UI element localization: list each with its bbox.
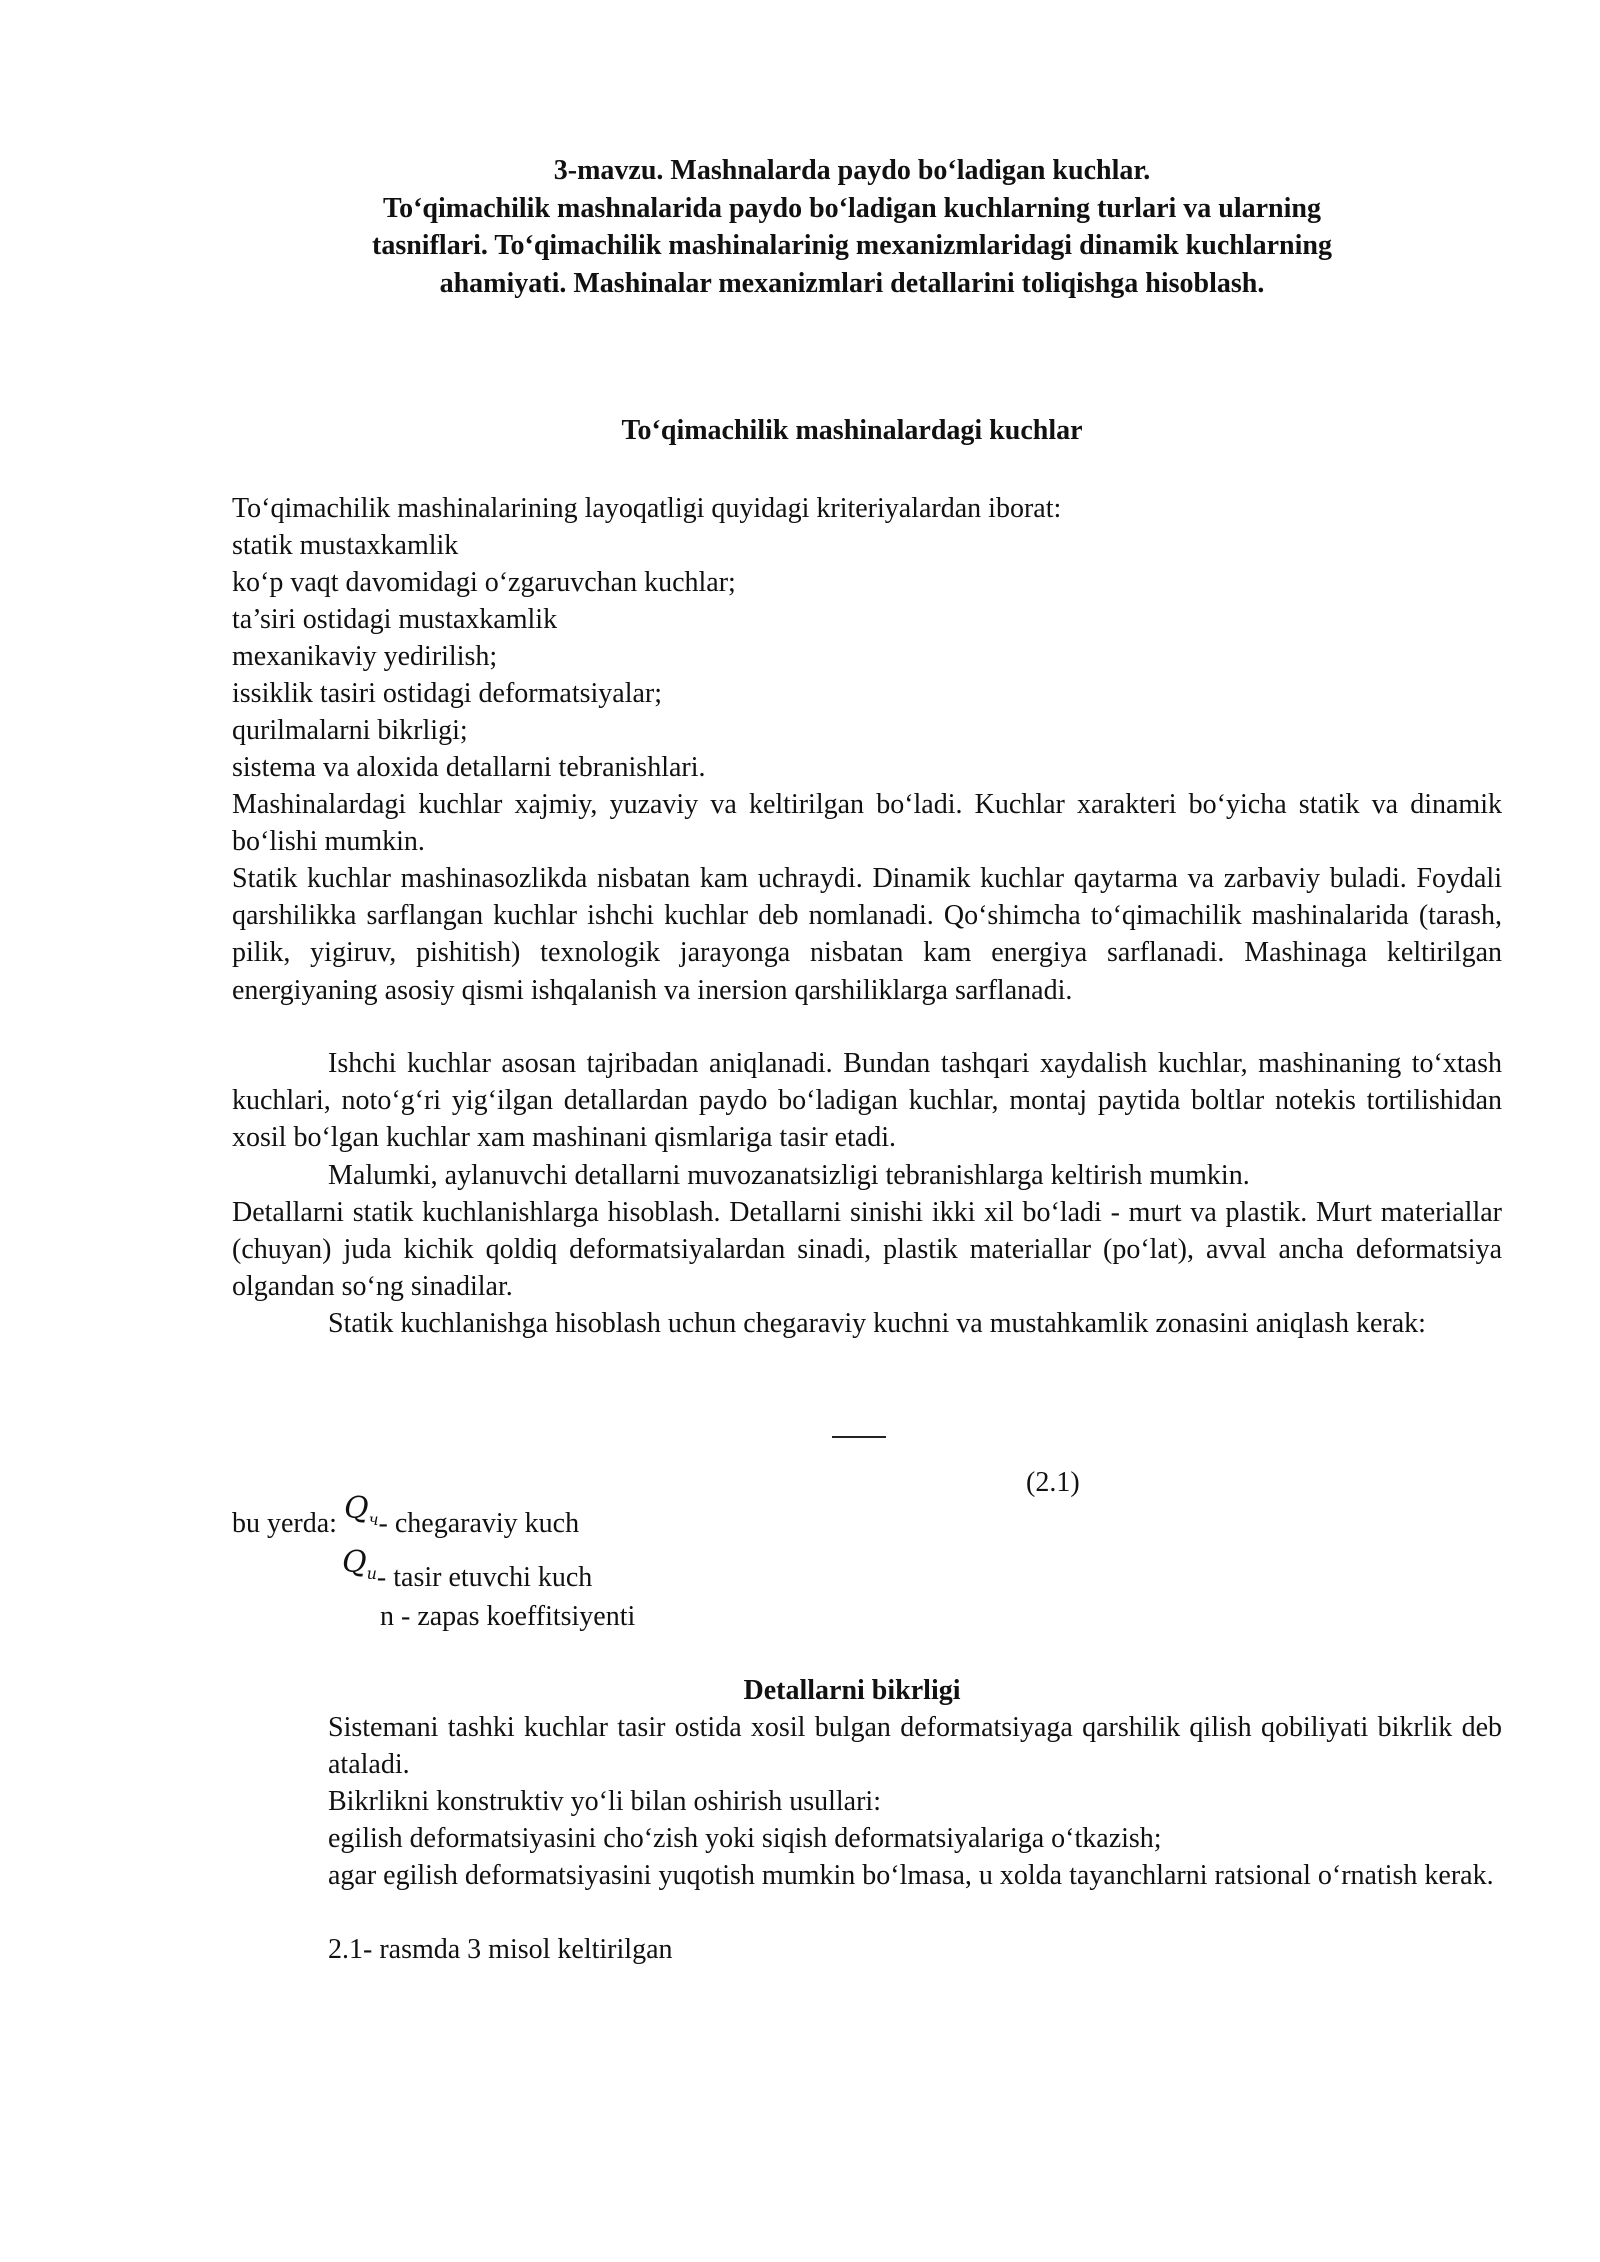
where-label: bu yerda: (232, 1508, 337, 1539)
criteria-intro: To‘qimachilik mashinalarining layoqatligi quyidagi kriteriyalardan iborat: (232, 493, 1062, 524)
criteria-item: statik mustaxkamlik (232, 530, 459, 561)
legend-q-limit (232, 1491, 580, 1552)
paragraph-limit-force: Statik kuchlanishga hisoblash uchun chegaraviy kuchni va mustahkamlik zonasini aniqlash kerak: (328, 1308, 1426, 1339)
paragraph-force-types: Mashinalardagi kuchlar xajmiy, yuzaviy va keltirilgan bo‘ladi. Kuchlar xarakteri bo‘yicha statik va dinamik bo‘lishi mumkin. (232, 789, 1502, 858)
paragraph-figure-reference: 2.1- rasmda 3 misol keltirilgan (328, 1934, 673, 1965)
paragraph-static-calculation: Detallarni statik kuchlanishlarga hisoblash. Detallarni sinishi ikki xil bo‘ladi - murt va plastik. Murt materiallar (chuyan) juda kichik qoldiq deformatsiyalardan sinadi, plastik materiallar (po‘lat), avval ancha deformatsiya olgandan so‘ng sinadilar. (232, 1197, 1502, 1303)
paragraph-stiffness-methods: Bikrlikni konstruktiv yo‘li bilan oshirish usullari: (328, 1786, 881, 1817)
title-line-2: To‘qimachilik mashnalarida paydo bo‘ladigan kuchlarning turlari va ularning (383, 192, 1321, 224)
paragraph-supports: agar egilish deformatsiyasini yuqotish mumkin bo‘lmasa, u xolda tayanchlarni ratsional o‘rnatish kerak. (328, 1860, 1494, 1891)
section-heading-forces: To‘qimachilik mashinalardagi kuchlar (621, 415, 1083, 446)
equation-number: (2.1) (1026, 1467, 1080, 1498)
equation-fraction-bar (832, 1436, 886, 1438)
paragraph-working-forces: Ishchi kuchlar asosan tajribadan aniqlanadi. Bundan tashqari xaydalish kuchlar, mashinaning to‘xtash kuchlari, noto‘g‘ri yig‘ilgan detallardan paydo bo‘ladigan kuchlar, montaj paytida boltlar notekis tortilishidan xosil bo‘lgan kuchlar xam mashinani qismlariga tasir etadi. (232, 1048, 1502, 1154)
q-limit-symbol: $Q_ч$ (343, 1491, 379, 1529)
document-title (232, 152, 1472, 302)
criteria-item: sistema va aloxida detallarni tebranishlari. (232, 752, 706, 783)
title-line-4: ahamiyati. Mashinalar mexanizmlari detallarini toliqishga hisoblash. (439, 267, 1265, 299)
q-limit-description: - chegaraviy kuch (378, 1508, 580, 1539)
q-acting-symbol: $Q_и$ (342, 1545, 377, 1583)
paragraph-bending-conversion: egilish deformatsiyasini cho‘zish yoki siqish deformatsiyalariga o‘tkazish; (328, 1823, 1162, 1854)
paragraph-stiffness-definition: Sistemani tashki kuchlar tasir ostida xosil bulgan deformatsiyaga qarshilik qilish qobiliyati bikrlik deb ataladi. (328, 1712, 1502, 1780)
q-acting-description: - tasir etuvchi kuch (376, 1562, 593, 1593)
title-line-1: 3-mavzu. Mashnalarda paydo bo‘ladigan kuchlar. (553, 155, 1151, 186)
criteria-item: mexanikaviy yedirilish; (232, 641, 498, 672)
criteria-item: issiklik tasiri ostidagi deformatsiyalar; (232, 678, 663, 709)
criteria-item: qurilmalarni bikrligi; (232, 715, 468, 746)
criteria-item: ko‘p vaqt davomidagi o‘zgaruvchan kuchlar; (232, 567, 736, 598)
paragraph-imbalance: Malumki, aylanuvchi detallarni muvozanatsizligi tebranishlarga keltirish mumkin. (328, 1160, 1250, 1191)
paragraph-static-dynamic: Statik kuchlar mashinasozlikda nisbatan kam uchraydi. Dinamik kuchlar qaytarma va zarbaviy buladi. Foydali qarshilikka sarflangan kuchlar ishchi kuchlar deb nomlanadi. Qo‘shimcha to‘qimachilik mashinalarida (tarash, pilik, yigiruv, pishitish) texnologik jarayonga nisbatan kam energiya sarflanadi. Mashinaga keltirilgan energiyaning asosiy qismi ishqalanish va inersion qarshiliklarga sarflanadi. (232, 863, 1502, 1006)
criteria-item: ta’siri ostidagi mustaxkamlik (232, 604, 558, 635)
title-line-3: tasniflari. To‘qimachilik mashinalarinig mexanizmlaridagi dinamik kuchlarning (372, 230, 1332, 261)
section-heading-stiffness: Detallarni bikrligi (743, 1675, 961, 1706)
legend-n: n - zapas koeffitsiyenti (380, 1601, 636, 1632)
